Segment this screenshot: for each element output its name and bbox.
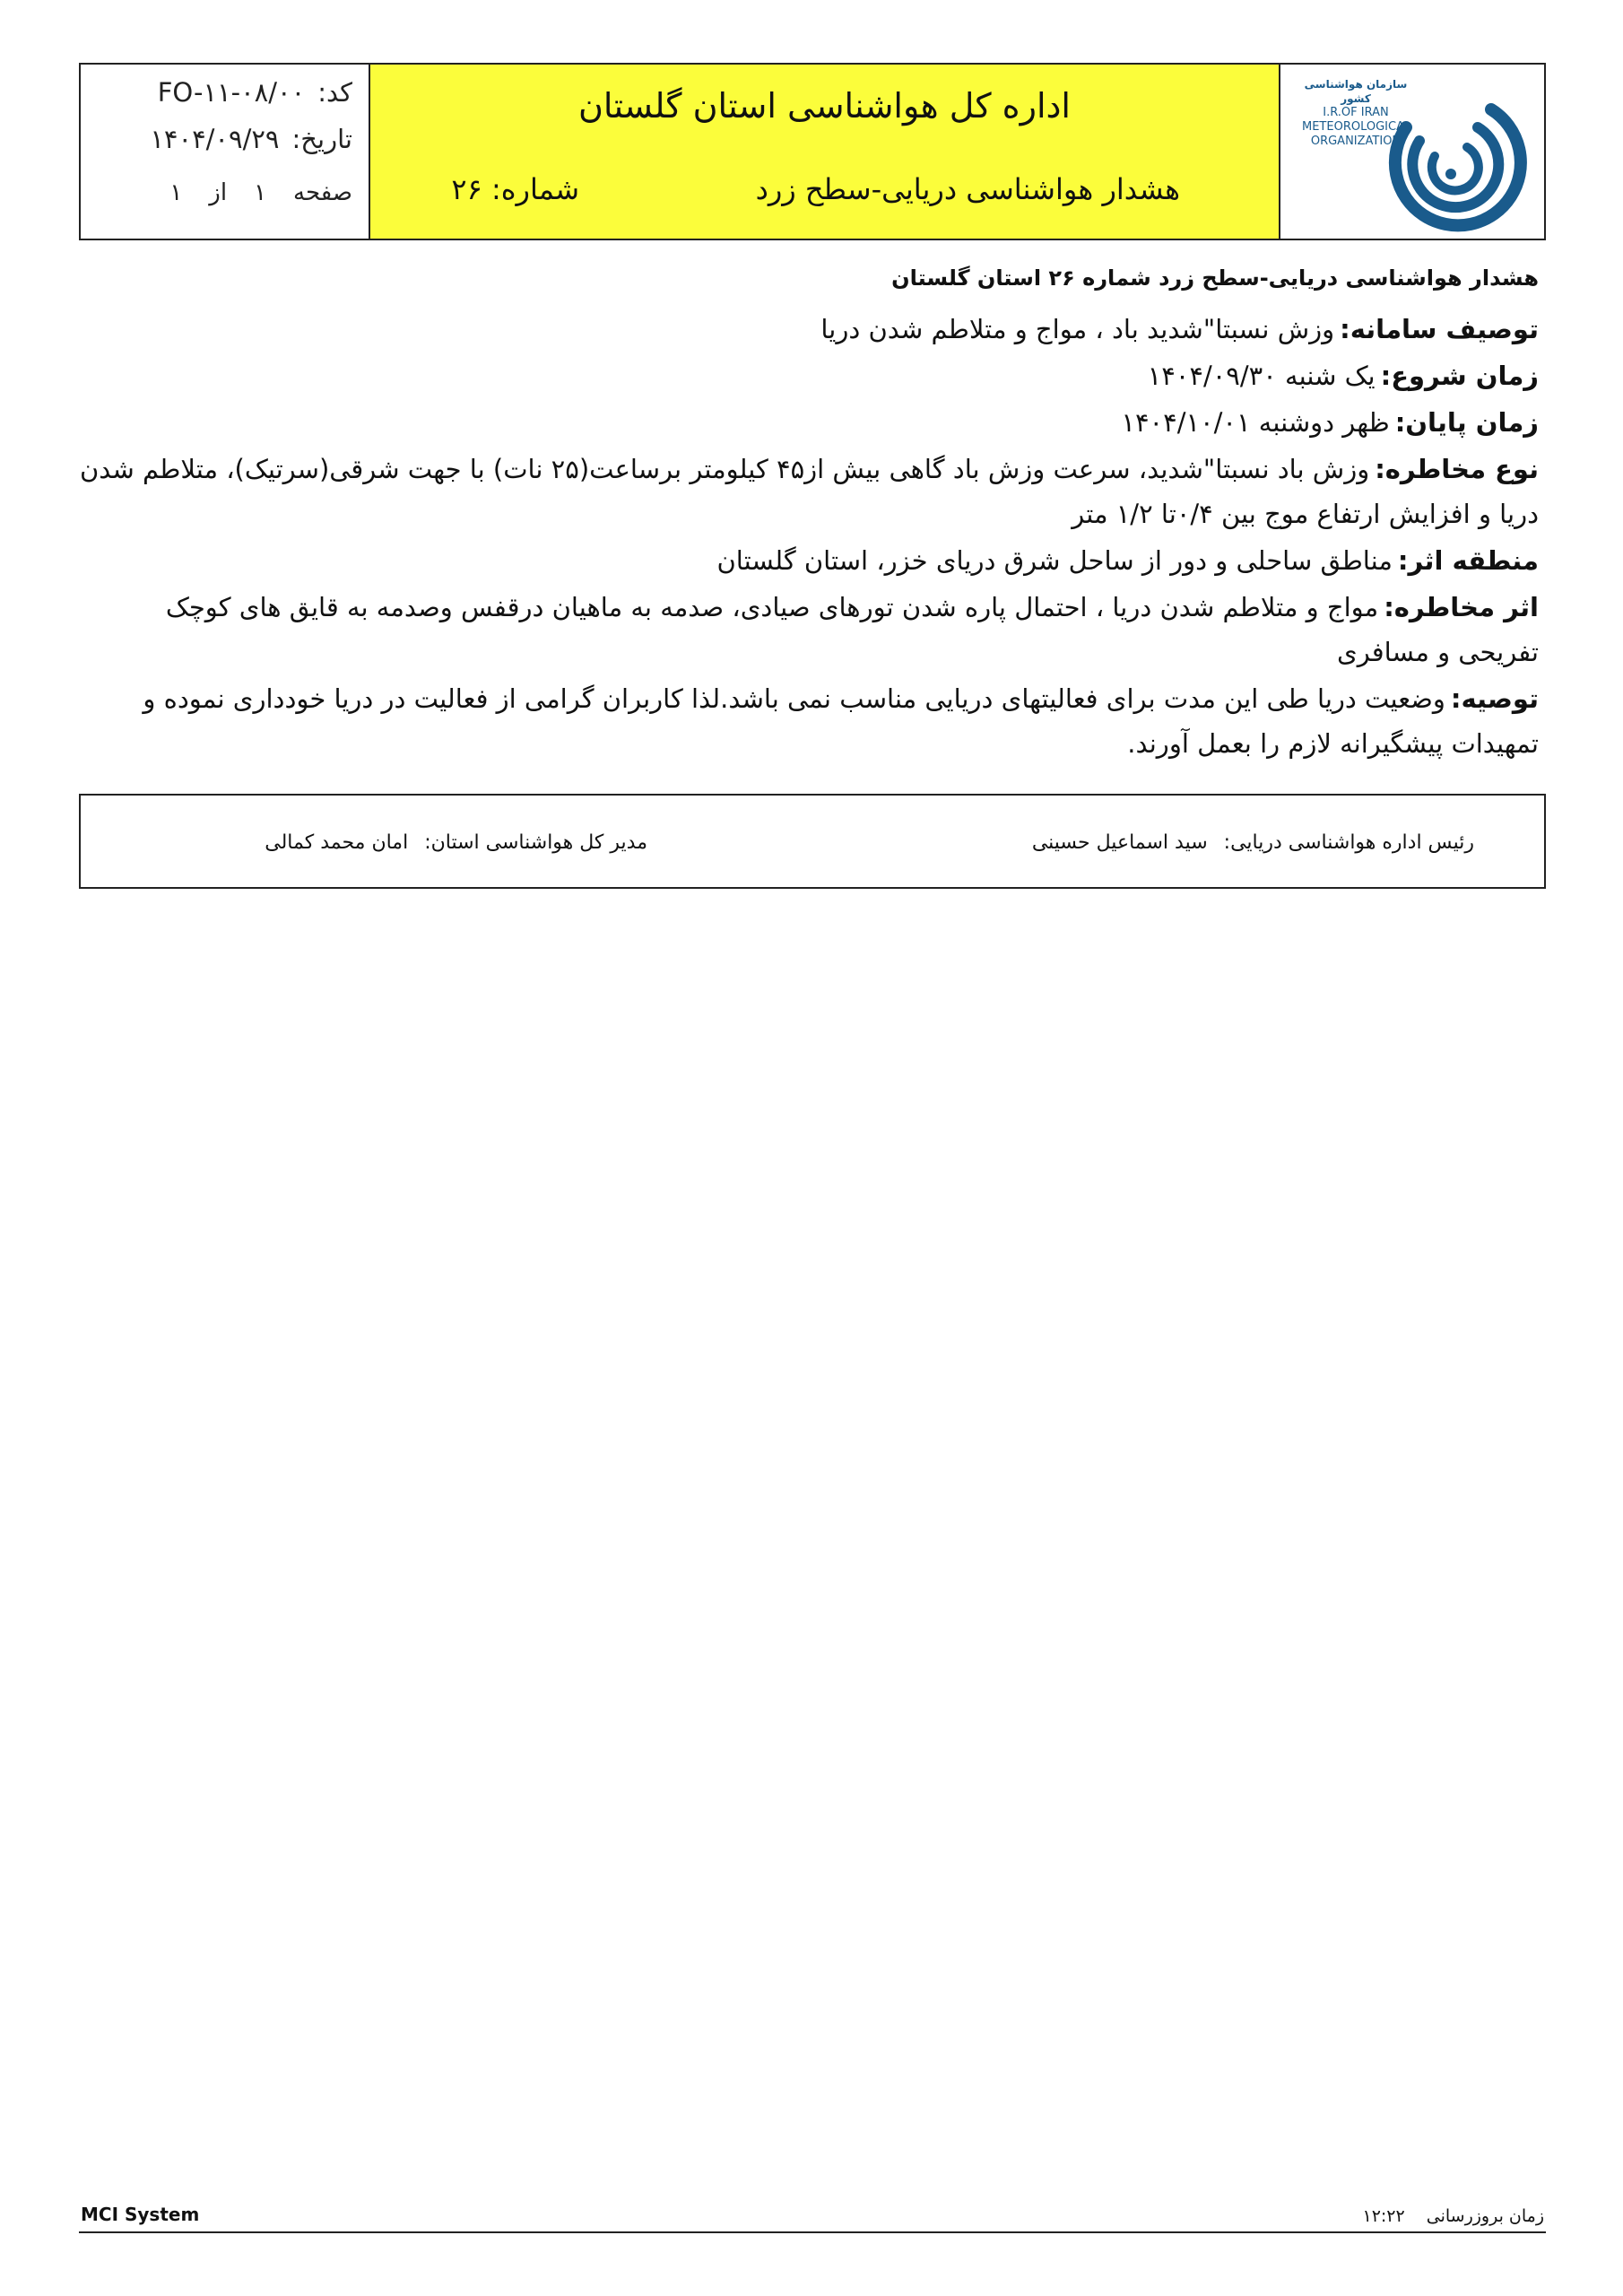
footer-update — [1363, 2206, 1545, 2226]
end-time-paragraph — [79, 400, 1539, 445]
code-row — [158, 77, 352, 108]
signatures-box — [79, 794, 1546, 889]
date-value: ۱۴۰۴/۰۹/۲۹ — [150, 124, 280, 154]
advice-paragraph — [79, 676, 1539, 766]
page-row — [143, 179, 352, 206]
end-value: ظهر دوشنبه ۱۴۰۴/۱۰/۰۱ — [1121, 407, 1390, 438]
logo-cell — [1280, 65, 1544, 239]
logo-line-4: ORGANIZATION — [1310, 135, 1402, 148]
document-header — [79, 63, 1546, 240]
update-label: زمان بروزرسانی — [1426, 2206, 1544, 2226]
warning-number — [451, 172, 579, 206]
warning-subtitle: هشدار هواشناسی دریایی-سطح زرد — [755, 172, 1180, 206]
number-value: ۲۶ — [451, 172, 482, 206]
description-label: توصیف سامانه: — [1340, 314, 1539, 344]
footer-system: MCI System — [81, 2204, 200, 2225]
hazard-type-paragraph — [79, 447, 1539, 536]
page-label: صفحه — [293, 179, 352, 206]
director-signature — [265, 831, 647, 854]
warning-body — [79, 260, 1539, 768]
page-current: ۱ — [254, 179, 267, 206]
director-name: امان محمد کمالی — [265, 831, 409, 854]
page-total: ۱ — [169, 179, 183, 206]
marine-head-signature — [1032, 831, 1474, 854]
advice-label: توصیه: — [1450, 683, 1539, 714]
start-label: زمان شروع: — [1380, 361, 1539, 391]
description-value: وزش نسبتا"شدید باد ، مواج و متلاطم شدن دریا — [820, 314, 1335, 344]
code-label: کد: — [317, 77, 352, 108]
date-row — [150, 124, 352, 154]
area-paragraph — [79, 538, 1539, 583]
document-heading: هشدار هواشناسی دریایی-سطح زرد شماره ۲۶ استان گلستان — [891, 265, 1539, 291]
director-label: مدیر کل هواشناسی استان: — [424, 831, 647, 854]
area-label: منطقه اثر: — [1397, 545, 1539, 576]
area-value: مناطق ساحلی و دور از ساحل شرق دریای خزر، استان گلستان — [716, 545, 1393, 576]
document-meta — [81, 65, 370, 239]
organization-title: اداره کل هواشناسی استان گلستان — [578, 86, 1071, 126]
date-label: تاریخ: — [291, 124, 352, 154]
advice-value: وضعیت دریا طی این مدت برای فعالیتهای دریایی مناسب نمی باشد.لذا کاربران گرامی از فعالیت در دریا خودداری نموده و تمهیدات پیشگیرانه لازم را بعمل آورند. — [143, 683, 1539, 759]
update-time: ۱۲:۲۲ — [1362, 2206, 1405, 2226]
description-paragraph — [79, 307, 1539, 352]
impact-paragraph — [79, 585, 1539, 674]
logo-line-2: I.R.OF IRAN — [1323, 106, 1389, 119]
hazard-type-label: نوع مخاطره: — [1375, 454, 1539, 484]
logo-line-3: METEOROLOGICAL — [1302, 120, 1411, 134]
header-title-cell — [370, 65, 1280, 239]
code-value: FO-۱۱-۰۸/۰۰ — [157, 77, 306, 108]
footer-divider — [79, 2231, 1546, 2233]
start-time-paragraph — [79, 353, 1539, 398]
end-label: زمان پایان: — [1394, 407, 1539, 438]
page-of: از — [209, 179, 228, 206]
impact-value: مواج و متلاطم شدن دریا ، احتمال پاره شدن تورهای صیادی، صدمه به ماهیان درقفس وصدمه به قایق های کوچک تفریحی و مسافری — [165, 592, 1539, 667]
impact-label: اثر مخاطره: — [1384, 592, 1539, 622]
marine-head-name: سید اسماعیل حسینی — [1031, 831, 1208, 854]
meteorological-organization-logo-icon — [1370, 74, 1532, 235]
number-label: شماره: — [490, 172, 579, 206]
start-value: یک شنبه ۱۴۰۴/۰۹/۳۰ — [1147, 361, 1376, 391]
logo-line-fa: سازمان هواشناسی کشور — [1304, 78, 1408, 105]
hazard-type-value: وزش باد نسبتا"شدید، سرعت وزش باد گاهی بیش از۴۵ کیلومتر برساعت(۲۵ نات) با جهت شرقی(سرتیک)، متلاطم شدن دریا و افزایش ارتفاع موج بین ۰/۴تا ۱/۲ متر — [79, 454, 1539, 529]
marine-head-label: رئیس اداره هواشناسی دریایی: — [1223, 831, 1474, 854]
